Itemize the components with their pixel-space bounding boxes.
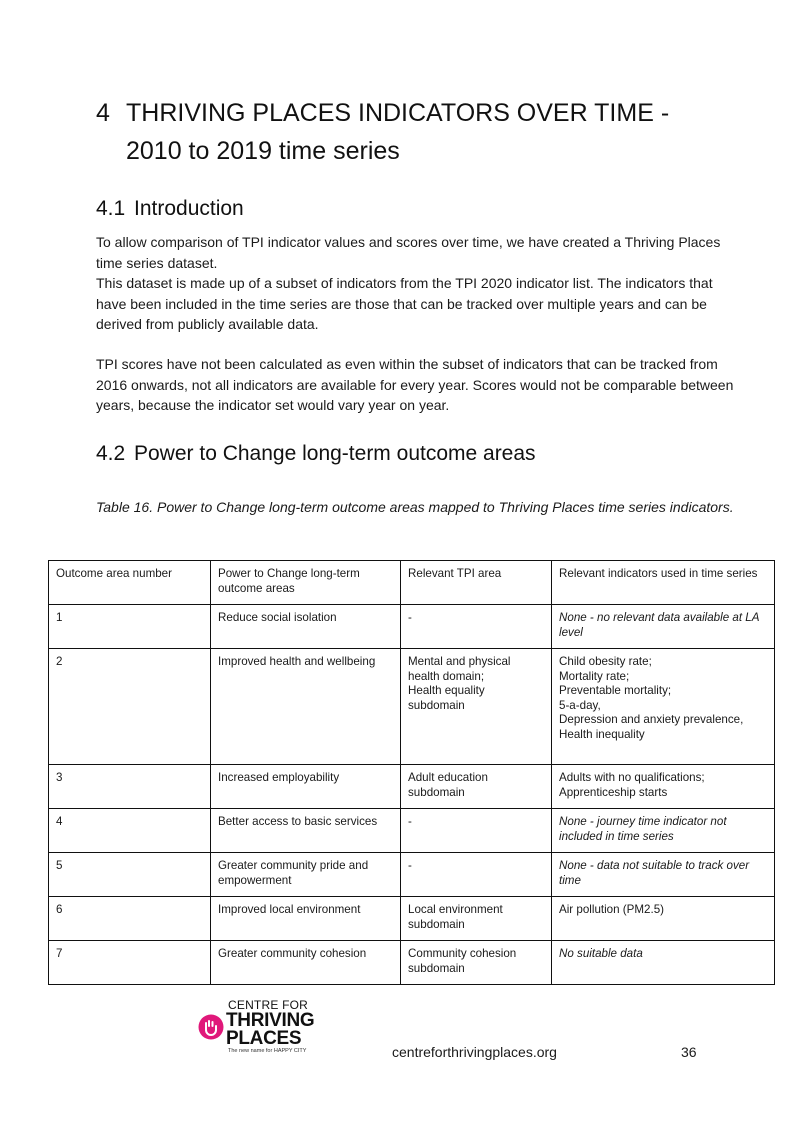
intro-paragraph-1-line-2: This dataset is made up of a subset of indicators from the TPI 2020 indicator list. The indicators that have been included in the time series are those that can be tracked over multiple years and can be derived from publicly available data. xyxy=(96,275,713,332)
table-cell: 7 xyxy=(49,941,211,985)
table-row xyxy=(49,853,775,897)
table-row xyxy=(49,897,775,941)
table-header-cell: Relevant indicators used in time series xyxy=(552,561,775,605)
outcomes-heading xyxy=(96,440,536,468)
table-row xyxy=(49,941,775,985)
intro-heading xyxy=(96,195,244,223)
outcomes-table xyxy=(48,560,775,985)
table-cell: Adults with no qualifications; Apprenticeship starts xyxy=(552,765,775,809)
centre-for-thriving-places-logo xyxy=(198,998,338,1058)
table-header-cell: Outcome area number xyxy=(49,561,211,605)
table-cell: Community cohesion subdomain xyxy=(401,941,552,985)
table-cell: - xyxy=(401,809,552,853)
table-row xyxy=(49,605,775,649)
table-row xyxy=(49,809,775,853)
table-cell: 6 xyxy=(49,897,211,941)
table-cell: Air pollution (PM2.5) xyxy=(552,897,775,941)
table-caption: Table 16. Power to Change long-term outcome areas mapped to Thriving Places time series indicators. xyxy=(96,499,734,515)
table-row xyxy=(49,649,775,765)
table-header-cell: Power to Change long-term outcome areas xyxy=(211,561,401,605)
table-cell: 4 xyxy=(49,809,211,853)
table-cell: - xyxy=(401,853,552,897)
table-cell: 2 xyxy=(49,649,211,765)
table-cell: 5 xyxy=(49,853,211,897)
table-cell: Greater community pride and empowerment xyxy=(211,853,401,897)
section-number: 4 xyxy=(96,99,110,127)
table-cell: None - no relevant data available at LA level xyxy=(552,605,775,649)
table-cell: Local environment subdomain xyxy=(401,897,552,941)
table-cell: Improved local environment xyxy=(211,897,401,941)
logo-tagline: The new name for HAPPY CITY xyxy=(228,1048,307,1054)
table-header-row xyxy=(49,561,775,605)
logo-text-thriving: THRIVING xyxy=(226,1010,315,1031)
logo-badge-icon xyxy=(198,1014,224,1040)
table-cell: Greater community cohesion xyxy=(211,941,401,985)
outcomes-title: Power to Change long-term outcome areas xyxy=(134,442,536,465)
outcomes-number: 4.2 xyxy=(96,442,126,465)
intro-number: 4.1 xyxy=(96,197,126,220)
table-cell: None - data not suitable to track over time xyxy=(552,853,775,897)
intro-paragraph-1 xyxy=(96,232,736,335)
logo-text-places: PLACES xyxy=(226,1028,302,1049)
page-number: 36 xyxy=(681,1044,697,1060)
table-cell: - xyxy=(401,605,552,649)
logo-text-centre-for: CENTRE FOR xyxy=(228,998,308,1012)
table-row xyxy=(49,765,775,809)
table-cell: Improved health and wellbeing xyxy=(211,649,401,765)
table-header-cell: Relevant TPI area xyxy=(401,561,552,605)
table-cell: Increased employability xyxy=(211,765,401,809)
intro-paragraph-2 xyxy=(96,354,736,416)
table-cell: Better access to basic services xyxy=(211,809,401,853)
table-cell: No suitable data xyxy=(552,941,775,985)
table-cell: 1 xyxy=(49,605,211,649)
intro-paragraph-1-line-1: To allow comparison of TPI indicator values and scores over time, we have created a Thriving Places time series dataset. xyxy=(96,234,721,271)
table-cell: Child obesity rate; Mortality rate; Preventable mortality; 5-a-day, Depression and anxiety prevalence, Health inequality xyxy=(552,649,775,765)
table-cell: Adult education subdomain xyxy=(401,765,552,809)
table-cell: 3 xyxy=(49,765,211,809)
table-cell: None - journey time indicator not included in time series xyxy=(552,809,775,853)
table-cell: Mental and physical health domain; Health equality subdomain xyxy=(401,649,552,765)
footer-url[interactable]: centreforthrivingplaces.org xyxy=(392,1044,557,1060)
intro-paragraph-2-text: TPI scores have not been calculated as even within the subset of indicators that can be tracked from 2016 onwards, not all indicators are available for every year. Scores would not be comparable between years, because the indicator set would vary year on year. xyxy=(96,356,734,413)
table-cell: Reduce social isolation xyxy=(211,605,401,649)
section-title: THRIVING PLACES INDICATORS OVER TIME - 2010 to 2019 time series xyxy=(126,99,670,165)
intro-title: Introduction xyxy=(134,197,244,220)
